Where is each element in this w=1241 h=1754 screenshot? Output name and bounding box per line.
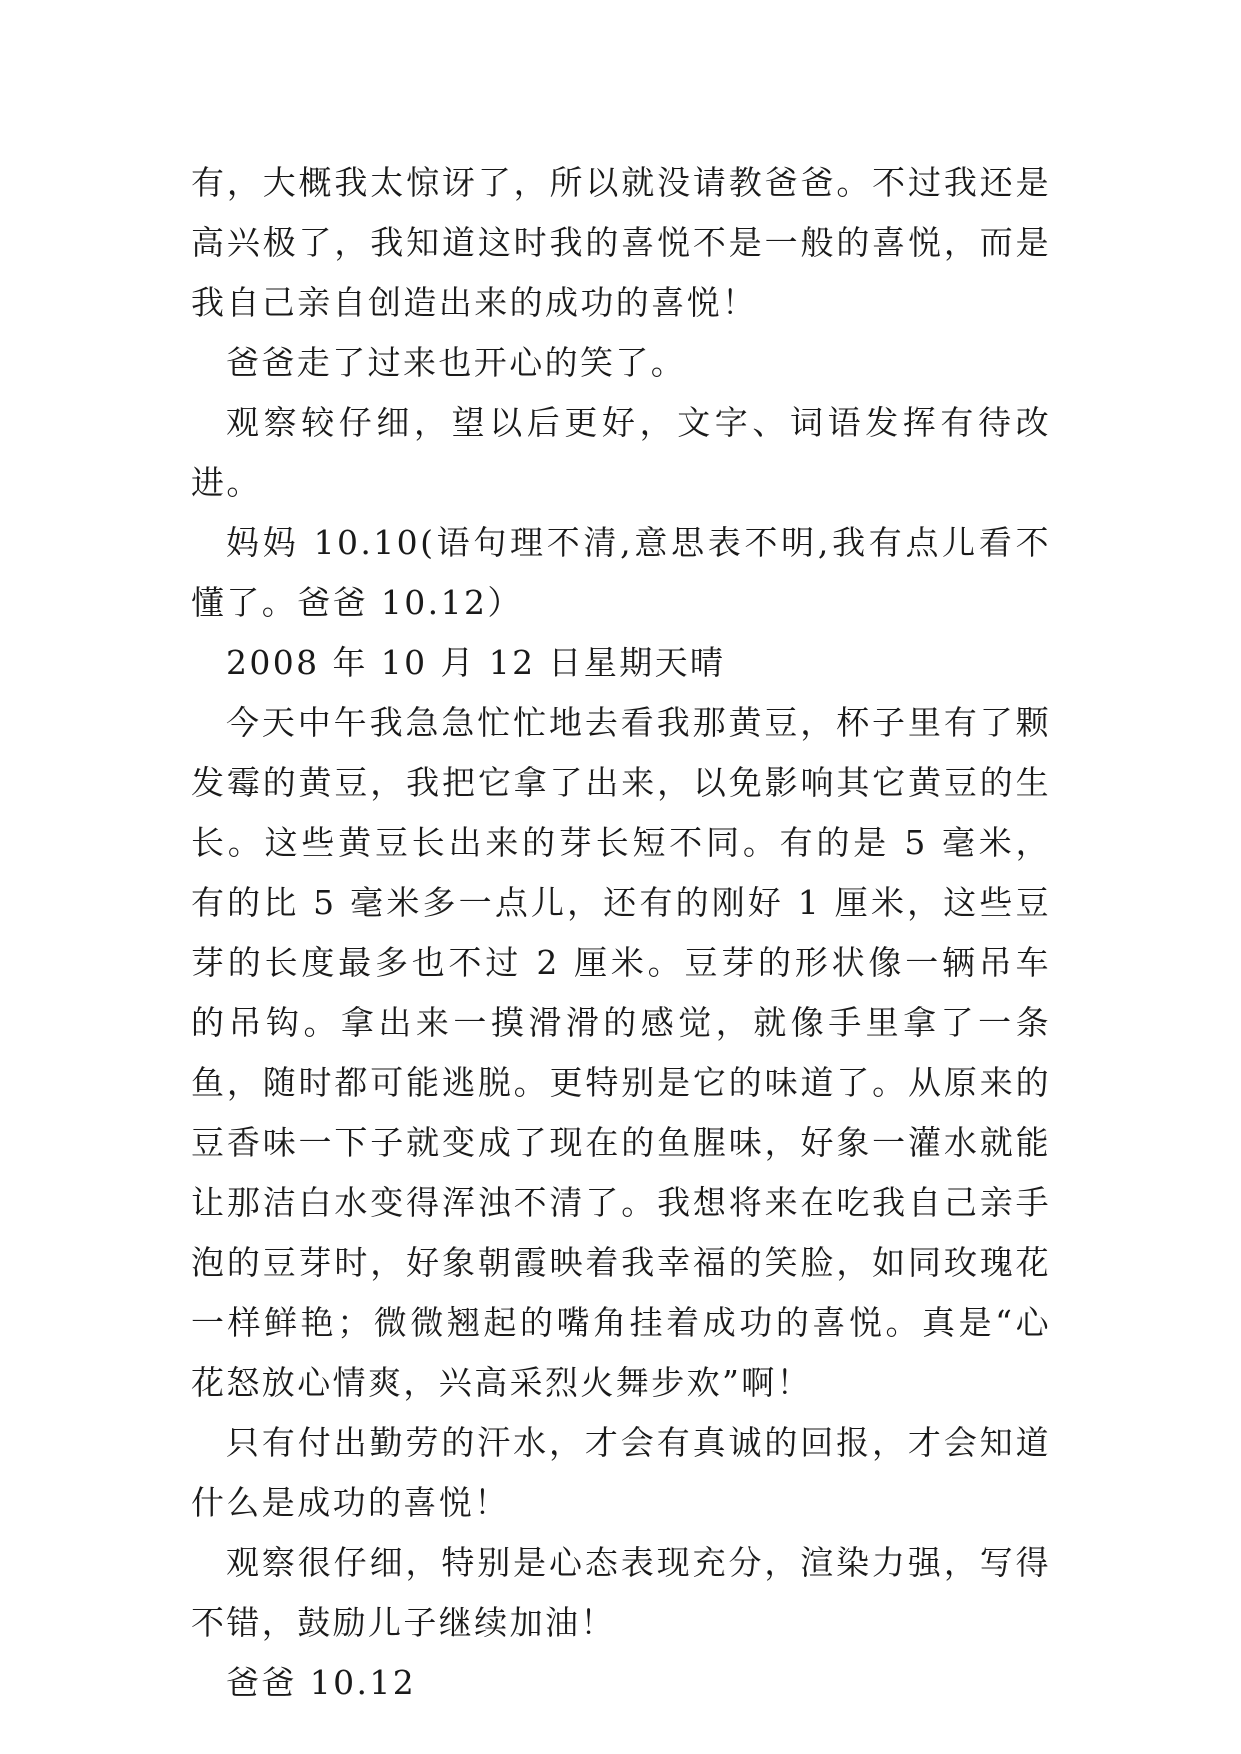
paragraph-signature-dad: 爸爸 10.12 [226,1663,417,1702]
paragraph-signature-mom: 妈妈 10.10(语句理不清,意思表不明,我有点儿看不懂了。爸爸 10.12） [191,523,1051,622]
paragraph-diary-entry: 今天中午我急急忙忙地去看我那黄豆，杯子里有了颗发霉的黄豆，我把它拿了出来，以免影响其它黄豆的生长。这些黄豆长出来的芽长短不同。有的是 5 毫米，有的比 5 毫米多一点儿，还有的刚好 1 厘米，这些豆芽的长度最多也不过 2 厘米。豆芽的形状像一辆吊车的吊钩。拿出来一摸滑滑的感觉，就像手里拿了一条鱼，随时都可能逃脱。更特别是它的味道了。从原来的豆香味一下子就变成了现在的鱼腥味，好象一灌水就能让那洁白水变得浑浊不清了。我想将来在吃我自己亲手泡的豆芽时，好象朝霞映着我幸福的笑脸，如同玫瑰花一样鲜艳；微微翘起的嘴角挂着成功的喜悦。真是“心花怒放心情爽，兴高采烈火舞步欢”啊！ [191,703,1051,1402]
diary-date-heading: 2008 年 10 月 12 日星期天晴 [226,643,726,682]
paragraph-dad-smiled: 爸爸走了过来也开心的笑了。 [226,343,687,382]
paragraph-conclusion: 只有付出勤劳的汗水，才会有真诚的回报，才会知道什么是成功的喜悦！ [191,1423,1051,1522]
paragraph-dad-comment: 观察很仔细，特别是心态表现充分，渲染力强，写得不错，鼓励儿子继续加油！ [191,1543,1051,1642]
paragraph-continuation: 有，大概我太惊讶了，所以就没请教爸爸。不过我还是高兴极了，我知道这时我的喜悦不是一般的喜悦，而是我自己亲自创造出来的成功的喜悦！ [191,163,1051,322]
paragraph-mom-comment: 观察较仔细，望以后更好，文字、词语发挥有待改进。 [191,403,1051,502]
document-body [191,153,1051,1713]
